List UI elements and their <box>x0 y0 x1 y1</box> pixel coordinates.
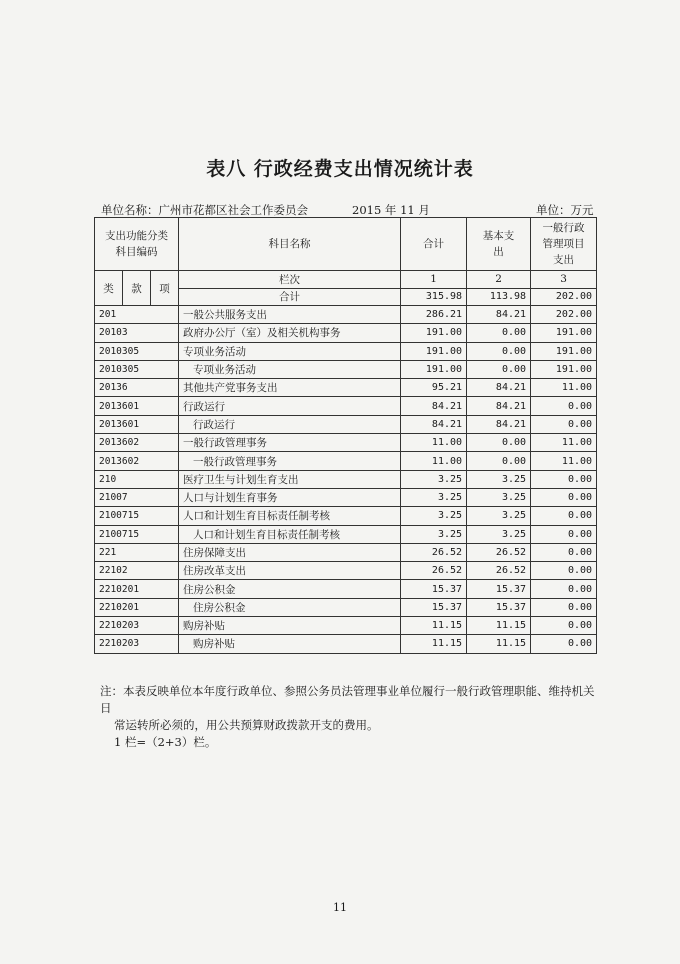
subject-code: 22102 <box>95 562 179 580</box>
basic-line2: 出 <box>493 246 504 258</box>
table-row <box>95 562 597 580</box>
subject-name: 专项业务活动 <box>179 360 401 378</box>
subject-name: 住房保障支出 <box>179 543 401 561</box>
basic-value: 3.25 <box>467 507 531 525</box>
project-value: 0.00 <box>531 617 597 635</box>
subject-name: 住房公积金 <box>179 580 401 598</box>
table-row <box>95 635 597 653</box>
basic-line1: 基本支 <box>482 230 515 242</box>
subject-code: 2210201 <box>95 580 179 598</box>
basic-value: 0.00 <box>467 324 531 342</box>
project-value: 0.00 <box>531 635 597 653</box>
subject-name: 购房补贴 <box>179 617 401 635</box>
total-value: 3.25 <box>401 488 467 506</box>
table-row <box>95 452 597 470</box>
subject-code: 2013601 <box>95 415 179 433</box>
footnote-line3: 1 栏=（2+3）栏。 <box>114 735 217 749</box>
project-line1: 一般行政 <box>542 222 585 234</box>
basic-value: 26.52 <box>467 543 531 561</box>
basic-value: 84.21 <box>467 306 531 324</box>
project-value: 0.00 <box>531 415 597 433</box>
project-line3: 支出 <box>553 254 575 266</box>
page-title: 表八 行政经费支出情况统计表 <box>206 158 474 180</box>
basic-value: 3.25 <box>467 488 531 506</box>
basic-header <box>467 218 531 271</box>
table-row <box>95 580 597 598</box>
total-value: 11.15 <box>401 617 467 635</box>
subject-code: 2210201 <box>95 598 179 616</box>
total-value: 95.21 <box>401 379 467 397</box>
total-value: 15.37 <box>401 580 467 598</box>
subject-name: 人口与计划生育事务 <box>179 488 401 506</box>
subject-name: 行政运行 <box>179 415 401 433</box>
page-number: 11 <box>333 901 347 914</box>
subject-code: 2210203 <box>95 635 179 653</box>
lanci-label: 栏次 <box>179 271 401 289</box>
subject-code: 221 <box>95 543 179 561</box>
xiang-header: 项 <box>151 271 179 306</box>
project-line2: 管理项目 <box>542 238 585 250</box>
func-class-header <box>95 218 179 271</box>
subject-name: 一般公共服务支出 <box>179 306 401 324</box>
project-value: 11.00 <box>531 379 597 397</box>
subject-name: 住房公积金 <box>179 598 401 616</box>
table-row <box>95 415 597 433</box>
table-row <box>95 470 597 488</box>
footnote <box>100 683 600 751</box>
project-value: 11.00 <box>531 452 597 470</box>
total-value: 3.25 <box>401 525 467 543</box>
subject-code: 2013602 <box>95 434 179 452</box>
project-value: 191.00 <box>531 360 597 378</box>
expense-table <box>94 217 597 654</box>
total-value: 11.00 <box>401 452 467 470</box>
basic-value: 15.37 <box>467 580 531 598</box>
currency-unit: 单位：万元 <box>536 203 594 217</box>
basic-value: 0.00 <box>467 342 531 360</box>
total-value: 191.00 <box>401 324 467 342</box>
total-header: 合计 <box>401 218 467 271</box>
table-row <box>95 543 597 561</box>
project-value: 191.00 <box>531 324 597 342</box>
total-value: 191.00 <box>401 360 467 378</box>
subject-code: 2010305 <box>95 360 179 378</box>
basic-value: 0.00 <box>467 452 531 470</box>
total-value: 286.21 <box>401 306 467 324</box>
total-value: 11.00 <box>401 434 467 452</box>
project-value: 11.00 <box>531 434 597 452</box>
col2-label: 2 <box>467 271 531 289</box>
footnote-line1: 注：本表反映单位本年度行政单位、参照公务员法管理事业单位履行一般行政管理职能、维持机关日 <box>100 684 595 715</box>
total-value: 26.52 <box>401 543 467 561</box>
heji-project: 202.00 <box>531 288 597 306</box>
basic-value: 11.15 <box>467 635 531 653</box>
subject-name: 一般行政管理事务 <box>179 452 401 470</box>
table-row <box>95 306 597 324</box>
total-value: 84.21 <box>401 415 467 433</box>
project-value: 0.00 <box>531 562 597 580</box>
subject-name: 政府办公厅（室）及相关机构事务 <box>179 324 401 342</box>
unit-name: 单位名称：广州市花都区社会工作委员会 <box>101 203 308 217</box>
subject-name-header: 科目名称 <box>179 218 401 271</box>
subject-code: 20103 <box>95 324 179 342</box>
heji-basic: 113.98 <box>467 288 531 306</box>
subject-code: 2013602 <box>95 452 179 470</box>
total-value: 3.25 <box>401 507 467 525</box>
subject-name: 购房补贴 <box>179 635 401 653</box>
basic-value: 84.21 <box>467 415 531 433</box>
subject-code: 201 <box>95 306 179 324</box>
table-row <box>95 434 597 452</box>
subject-name: 人口和计划生育目标责任制考核 <box>179 507 401 525</box>
col3-label: 3 <box>531 271 597 289</box>
project-value: 0.00 <box>531 580 597 598</box>
subject-name: 行政运行 <box>179 397 401 415</box>
table-row <box>95 342 597 360</box>
subject-name: 住房改革支出 <box>179 562 401 580</box>
table-row <box>95 617 597 635</box>
total-value: 26.52 <box>401 562 467 580</box>
table-row <box>95 507 597 525</box>
subject-code: 2100715 <box>95 525 179 543</box>
total-value: 15.37 <box>401 598 467 616</box>
heji-total: 315.98 <box>401 288 467 306</box>
basic-value: 0.00 <box>467 434 531 452</box>
basic-value: 15.37 <box>467 598 531 616</box>
basic-value: 3.25 <box>467 470 531 488</box>
project-value: 0.00 <box>531 543 597 561</box>
subject-code: 2010305 <box>95 342 179 360</box>
table-row <box>95 598 597 616</box>
subject-name: 其他共产党事务支出 <box>179 379 401 397</box>
kuan-header: 款 <box>123 271 151 306</box>
subject-name: 一般行政管理事务 <box>179 434 401 452</box>
heji-label: 合计 <box>179 288 401 306</box>
func-class-line1: 支出功能分类 <box>105 230 169 242</box>
table-row <box>95 397 597 415</box>
total-value: 3.25 <box>401 470 467 488</box>
project-header <box>531 218 597 271</box>
subject-code: 2013601 <box>95 397 179 415</box>
subject-name: 人口和计划生育目标责任制考核 <box>179 525 401 543</box>
table-row <box>95 324 597 342</box>
basic-value: 11.15 <box>467 617 531 635</box>
basic-value: 26.52 <box>467 562 531 580</box>
project-value: 0.00 <box>531 488 597 506</box>
project-value: 0.00 <box>531 397 597 415</box>
table-row <box>95 379 597 397</box>
subject-name: 专项业务活动 <box>179 342 401 360</box>
report-period: 2015 年 11 月 <box>352 203 430 217</box>
table-row <box>95 488 597 506</box>
subject-name: 医疗卫生与计划生育支出 <box>179 470 401 488</box>
total-value: 11.15 <box>401 635 467 653</box>
subject-code: 2210203 <box>95 617 179 635</box>
subject-code: 21007 <box>95 488 179 506</box>
project-value: 191.00 <box>531 342 597 360</box>
basic-value: 0.00 <box>467 360 531 378</box>
basic-value: 3.25 <box>467 525 531 543</box>
table-row <box>95 525 597 543</box>
project-value: 0.00 <box>531 507 597 525</box>
subject-code: 2100715 <box>95 507 179 525</box>
project-value: 0.00 <box>531 598 597 616</box>
total-value: 84.21 <box>401 397 467 415</box>
func-class-line2: 科目编码 <box>115 246 158 258</box>
table-row <box>95 360 597 378</box>
basic-value: 84.21 <box>467 397 531 415</box>
footnote-line2: 常运转所必须的，用公共预算财政拨款开支的费用。 <box>114 718 379 732</box>
subject-code: 210 <box>95 470 179 488</box>
project-value: 202.00 <box>531 306 597 324</box>
basic-value: 84.21 <box>467 379 531 397</box>
subject-code: 20136 <box>95 379 179 397</box>
lei-header: 类 <box>95 271 123 306</box>
project-value: 0.00 <box>531 470 597 488</box>
project-value: 0.00 <box>531 525 597 543</box>
total-value: 191.00 <box>401 342 467 360</box>
col1-label: 1 <box>401 271 467 289</box>
